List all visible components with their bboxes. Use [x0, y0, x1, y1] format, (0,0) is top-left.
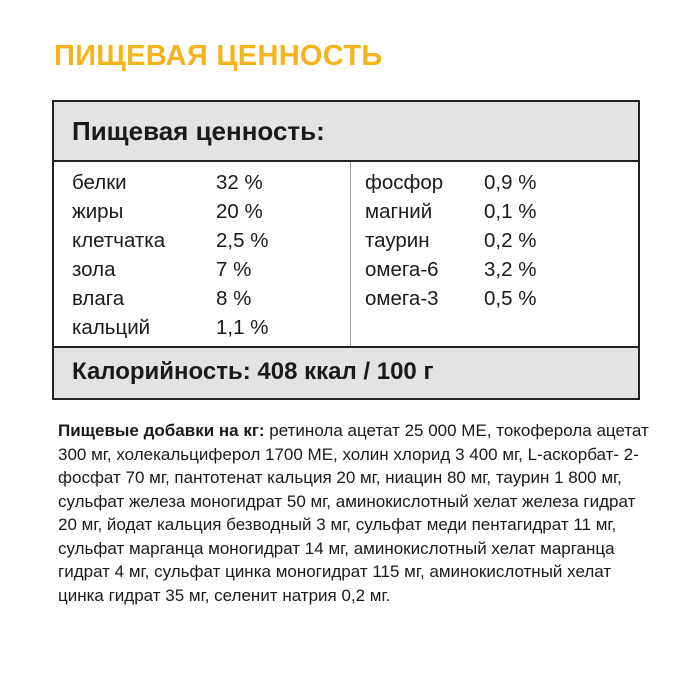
nutrient-value: 8 %	[216, 287, 252, 310]
nutrient-column-left	[54, 162, 351, 348]
nutrient-value: 0,9 %	[484, 171, 537, 194]
nutrient-value: 0,2 %	[484, 229, 537, 252]
page-heading: ПИЩЕВАЯ ЦЕННОСТЬ	[54, 40, 383, 72]
nutrient-name: белки	[72, 171, 127, 194]
nutrient-name: кальций	[72, 316, 151, 339]
nutrient-name: жиры	[72, 200, 124, 223]
nutrient-value: 7 %	[216, 258, 252, 281]
nutrient-value: 3,2 %	[484, 258, 537, 281]
additives-text: ретинола ацетат 25 000 МЕ, токоферола ацетат 300 мг, холекальциферол 1700 МЕ, холин хлорид 3 400 мг, L-аскорбат- 2-фосфат 70 мг, пантотенат кальция 20 мг, ниацин 80 мг, таурин 1 800 мг, сульфат железа моногидрат 50 мг, аминокислотный хелат железа гидрат 20 мг, йодат кальция безводный 3 мг, сульфат меди пентагидрат 11 мг, сульфат марганца моногидрат 14 мг, аминокислотный хелат марганца гидрат 4 мг, сульфат цинка моногидрат 115 мг, аминокислотный хелат цинка гидрат 35 мг, селенит натрия 0,2 мг.	[58, 421, 649, 605]
nutrient-value: 1,1 %	[216, 316, 269, 339]
additives-paragraph	[58, 419, 658, 607]
nutrient-value: 32 %	[216, 171, 263, 194]
nutrient-name: магний	[365, 200, 433, 223]
nutrient-name: клетчатка	[72, 229, 166, 252]
nutrient-name: таурин	[365, 229, 430, 252]
nutrient-name: влага	[72, 287, 125, 310]
nutrient-value: 2,5 %	[216, 229, 269, 252]
calories-text: Калорийность: 408 ккал / 100 г	[72, 358, 434, 385]
nutrient-name: омега-3	[365, 287, 439, 310]
nutrition-table-title: Пищевая ценность:	[72, 116, 325, 146]
nutrition-table-header	[54, 102, 638, 162]
nutrient-name: зола	[72, 258, 116, 281]
additives-label: Пищевые добавки на кг:	[58, 421, 265, 440]
nutrient-value: 20 %	[216, 200, 263, 223]
nutrition-table	[52, 100, 640, 400]
nutrient-value: 0,1 %	[484, 200, 537, 223]
nutrient-name: фосфор	[365, 171, 444, 194]
calories-row	[54, 346, 638, 398]
nutrient-name: омега-6	[365, 258, 439, 281]
nutrient-column-right	[351, 162, 638, 348]
nutrient-value: 0,5 %	[484, 287, 537, 310]
